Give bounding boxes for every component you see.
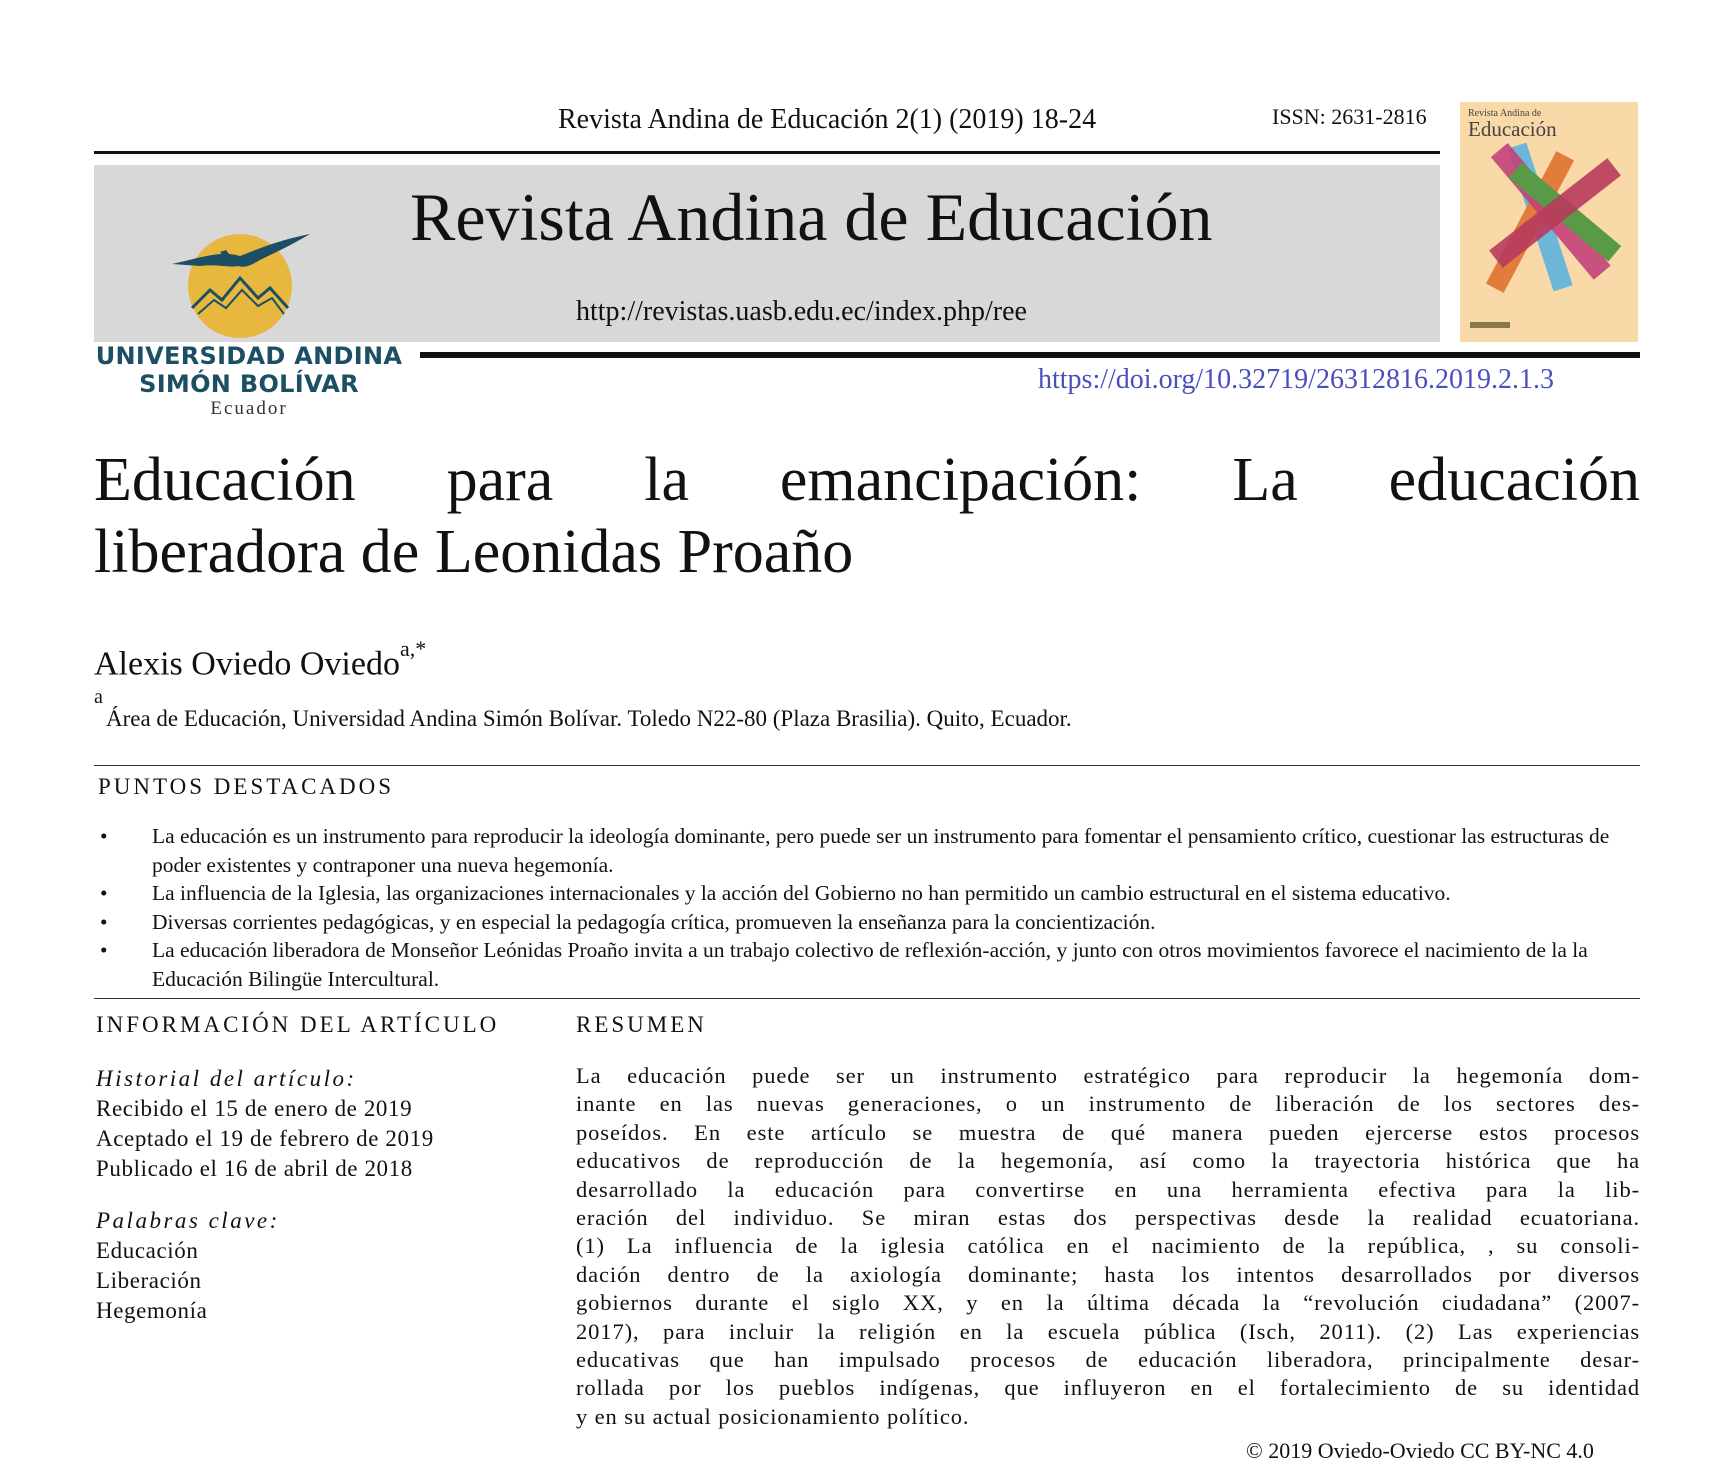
abstract-line: educativos de reproducción de la hegemonía, así como la trayectoria histórica que ha bbox=[576, 1148, 1640, 1174]
list-item: • Diversas corrientes pedagógicas, y en especial la pedagogía crítica, promueven la enseñanza para la concientización. bbox=[94, 908, 1640, 937]
keyword: Liberación bbox=[96, 1268, 202, 1293]
cover-title-small: Revista Andina de bbox=[1468, 108, 1542, 119]
abstract-line: (1) La influencia de la iglesia católica en el nacimiento de la república, , su consoli- bbox=[576, 1233, 1640, 1259]
received-date: Recibido el 15 de enero de 2019 bbox=[96, 1096, 413, 1121]
article-info-heading: INFORMACIÓN DEL ARTÍCULO bbox=[96, 1012, 500, 1037]
list-item: • La influencia de la Iglesia, las organizaciones internacionales y la acción del Gobierno no han permitido un cambio estructural en el sistema educativo. bbox=[94, 879, 1640, 908]
abstract-line: eración del individuo. Se miran estas dos perspectivas desde la realidad ecuatoriana. bbox=[576, 1205, 1640, 1231]
cover-stripes-icon bbox=[1460, 102, 1638, 342]
header-rule bbox=[94, 151, 1440, 154]
journal-cover bbox=[1460, 102, 1638, 342]
keyword: Educación bbox=[96, 1238, 199, 1263]
keywords-label: Palabras clave: bbox=[96, 1208, 280, 1233]
highlights-list bbox=[94, 822, 1640, 993]
keyword: Hegemonía bbox=[96, 1298, 208, 1323]
author-marks: a,* bbox=[399, 636, 427, 661]
article-title-line1: Educación para la emancipación: La educación bbox=[94, 446, 1640, 514]
copyright-notice: © 2019 Oviedo-Oviedo CC BY-NC 4.0 bbox=[1246, 1438, 1594, 1463]
university-name bbox=[94, 342, 404, 398]
abstract-line: y en su actual posicionamiento político. bbox=[576, 1403, 970, 1429]
author-name-text: Alexis Oviedo Oviedo bbox=[94, 645, 400, 683]
journal-name: Revista Andina de Educación bbox=[410, 179, 1213, 255]
article-title bbox=[94, 444, 1640, 588]
cover-title-large: Educación bbox=[1468, 117, 1557, 141]
abstract-text bbox=[576, 1062, 1640, 1431]
affiliation: Área de Educación, Universidad Andina Simón Bolívar. Toledo N22-80 (Plaza Brasilia). Quito, Ecuador. bbox=[106, 706, 1072, 731]
abstract-line: dación dentro de la axiología dominante; hasta los intentos desarrollados por diversos bbox=[576, 1261, 1640, 1287]
abstract-line: La educación puede ser un instrumento estratégico para reproducir la hegemonía dom- bbox=[576, 1063, 1640, 1088]
highlights-heading: PUNTOS DESTACADOS bbox=[98, 774, 395, 799]
author-name bbox=[94, 636, 427, 683]
abstract-heading: RESUMEN bbox=[576, 1012, 707, 1037]
doi-link[interactable]: https://doi.org/10.32719/26312816.2019.2.1.3 bbox=[1038, 364, 1554, 395]
abstract-line: desarrollado la educación para convertirse en una herramienta efectiva para la lib- bbox=[576, 1176, 1640, 1202]
abstract-line: inante en las nuevas generaciones, o un instrumento de liberación de los sectores des- bbox=[576, 1091, 1640, 1117]
abstract-line: poseídos. En este artículo se muestra de qué manera pueden ejercerse estos procesos bbox=[576, 1119, 1640, 1145]
highlights-top-rule bbox=[94, 765, 1640, 766]
keywords bbox=[96, 1206, 280, 1326]
published-date: Publicado el 16 de abril de 2018 bbox=[96, 1156, 413, 1181]
issn: ISSN: 2631-2816 bbox=[1272, 104, 1427, 129]
article-history bbox=[96, 1064, 434, 1184]
list-item: • La educación liberadora de Monseñor Leónidas Proaño invita a un trabajo colectivo de reflexión-acción, y junto con otros movimientos favorece el nacimiento de la la Educación Bilingüe Intercultural. bbox=[94, 936, 1640, 993]
university-country: Ecuador bbox=[210, 398, 288, 419]
university-name-line2: SIMÓN BOLÍVAR bbox=[139, 370, 359, 398]
accepted-date: Aceptado el 19 de febrero de 2019 bbox=[96, 1126, 434, 1151]
university-name-line1: UNIVERSIDAD ANDINA bbox=[95, 342, 403, 370]
abstract-line: 2017), para incluir la religión en la escuela pública (Isch, 2011). (2) Las experiencias bbox=[576, 1318, 1640, 1344]
abstract-line: rollada por los pueblos indígenas, que influyeron en el fortalecimiento de su identidad bbox=[576, 1375, 1640, 1401]
banner-rule bbox=[420, 352, 1640, 358]
journal-url[interactable]: http://revistas.uasb.edu.ec/index.php/ree bbox=[576, 296, 1027, 327]
abstract-line: educativas que han impulsado procesos de educación liberadora, principalmente desar- bbox=[576, 1347, 1640, 1373]
list-item: • La educación es un instrumento para reproducir la ideología dominante, pero puede ser un instrumento para fomentar el pensamiento crítico, cuestionar las estructuras de poder existentes y contraponer una nueva hegemonía. bbox=[94, 822, 1640, 879]
affiliation-mark: a bbox=[94, 686, 103, 708]
highlights-bottom-rule bbox=[94, 998, 1640, 999]
journal-citation: Revista Andina de Educación 2(1) (2019) 18-24 bbox=[558, 104, 1097, 135]
abstract-line: gobiernos durante el siglo XX, y en la última década la “revolución ciudadana” (2007- bbox=[576, 1290, 1640, 1316]
article-title-line2: liberadora de Leonidas Proaño bbox=[94, 518, 854, 586]
history-label: Historial del artículo: bbox=[96, 1066, 357, 1091]
